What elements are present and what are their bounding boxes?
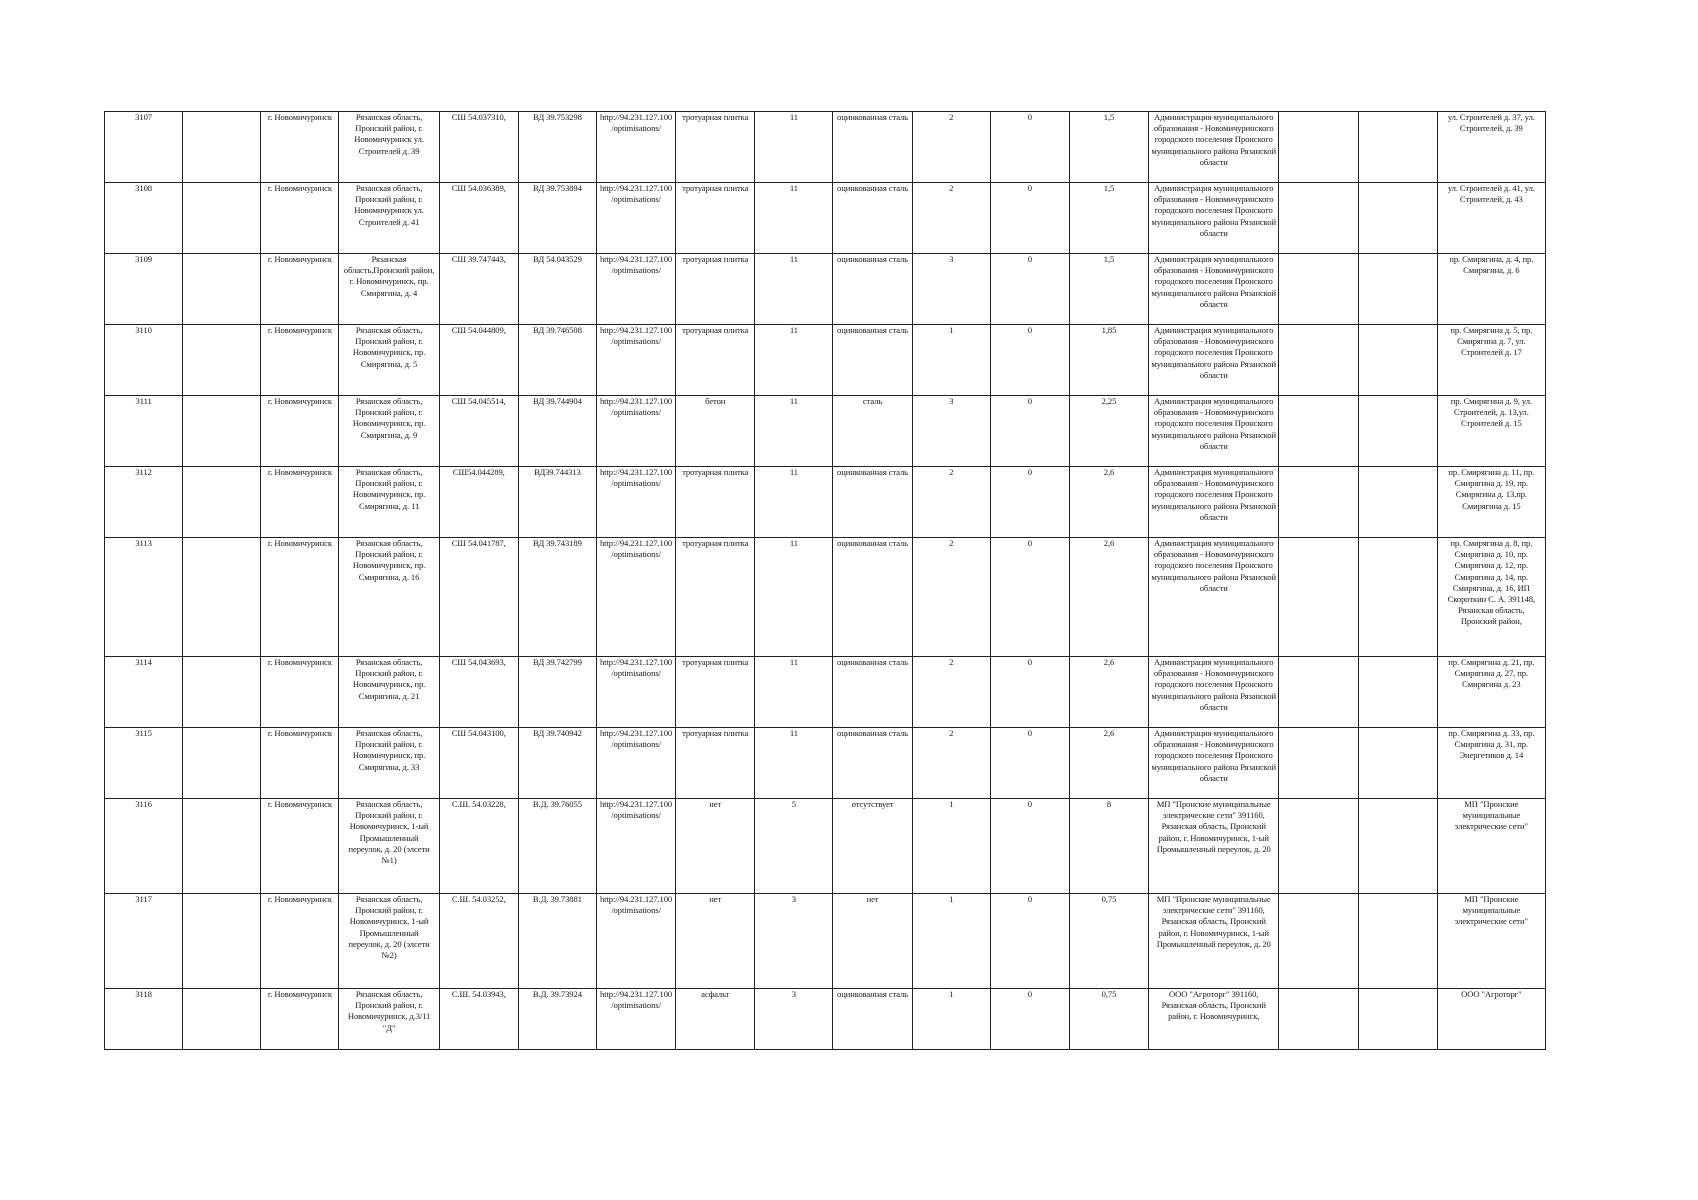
table-row [105,254,1546,325]
cell-empty [1358,396,1437,467]
cell-latitude: СШ 54.037310, [439,112,518,183]
cell-container-count: 3 [912,254,990,325]
cell-empty [1358,799,1437,894]
cell-owner: Администрация муниципального образования - Новомичуринского городского поселения Пронского муниципального района Рязанской области [1149,325,1279,396]
cell-area: 11 [755,657,833,728]
cell-settlement: г. Новомичуринск [261,183,339,254]
cell-container-count: 2 [912,467,990,538]
cell-waste-sources: пр. Смирягина д. 21, пр. Смирягина д. 27, пр. Смирягина д. 23 [1437,657,1545,728]
table-row [105,325,1546,396]
cell-container-count: 1 [912,989,990,1050]
cell-longitude: ВД39.744313 [518,467,596,538]
cell-waste-sources: ул. Строителей д. 37, ул. Строителей, д. 39 [1437,112,1545,183]
cell-area: 11 [755,396,833,467]
cell-scheme-link: http://94.231.127.100/optimisations/ [596,396,675,467]
cell-empty [1279,183,1358,254]
cell-scheme-link: http://94.231.127.100/optimisations/ [596,728,675,799]
cell-settlement: г. Новомичуринск [261,894,339,989]
cell-area: 11 [755,112,833,183]
cell-area: 11 [755,183,833,254]
table-row [105,183,1546,254]
cell-container-count: 2 [912,728,990,799]
cell-record-number: 3114 [105,657,183,728]
cell-container-count: 2 [912,112,990,183]
cell-record-number: 3108 [105,183,183,254]
cell-address: Рязанская область, Пронский район, г. Новомичуринск, 1-ый Промышленный переулок, д. 20 (элсети №1) [339,799,439,894]
cell-address: Рязанская область,Пронский район, г. Новомичуринск, пр. Смирягина, д. 4 [339,254,439,325]
cell-scheme-link: http://94.231.127.100/optimisations/ [596,894,675,989]
cell-planned-count: 0 [990,112,1069,183]
cell-empty [1279,538,1358,657]
cell-surface-type: асфальт [676,989,755,1050]
cell-owner: Администрация муниципального образования - Новомичуринского городского поселения Пронского муниципального района Рязанской области [1149,183,1279,254]
cell-record-number: 3111 [105,396,183,467]
cell-fence-material: нет [833,894,912,989]
cell-waste-sources: пр. Смирягина д. 5, пр. Смирягина д. 7, ул. Строителей д. 17 [1437,325,1545,396]
cell-address: Рязанская область, Пронский район, г. Новомичуринск, д.3/11 "Д" [339,989,439,1050]
cell-empty [183,657,261,728]
cell-longitude: ВД 39.742799 [518,657,596,728]
cell-waste-sources: ул. Строителей д. 41, ул. Строителей, д. 43 [1437,183,1545,254]
table-row [105,112,1546,183]
cell-scheme-link: http://94.231.127.100/optimisations/ [596,467,675,538]
cell-latitude: СШ 54.045514, [439,396,518,467]
cell-scheme-link: http://94.231.127.100/optimisations/ [596,254,675,325]
cell-empty [1279,325,1358,396]
registry-table [104,111,1546,1050]
cell-surface-type: тротуарная плитка [676,254,755,325]
cell-planned-count: 0 [990,254,1069,325]
cell-empty [183,112,261,183]
cell-empty [183,538,261,657]
cell-container-volume: 2,6 [1069,467,1148,538]
cell-owner: Администрация муниципального образования - Новомичуринского городского поселения Пронского муниципального района Рязанской области [1149,254,1279,325]
cell-surface-type: тротуарная плитка [676,538,755,657]
cell-latitude: С.Ш. 54.03228, [439,799,518,894]
cell-empty [1358,894,1437,989]
cell-longitude: ВД 39.740942 [518,728,596,799]
cell-area: 11 [755,538,833,657]
cell-settlement: г. Новомичуринск [261,254,339,325]
cell-area: 11 [755,728,833,799]
cell-planned-count: 0 [990,657,1069,728]
cell-container-count: 3 [912,396,990,467]
cell-empty [1279,467,1358,538]
table-row [105,467,1546,538]
table-row [105,799,1546,894]
cell-longitude: ВД 39.744904 [518,396,596,467]
cell-empty [1358,112,1437,183]
cell-record-number: 3115 [105,728,183,799]
cell-planned-count: 0 [990,728,1069,799]
cell-empty [183,254,261,325]
cell-owner: МП "Пронские муниципальные электрические сети" 391160, Рязанская область, Пронский район, г. Новомичуринск, 1-ый Промышленный переулок, д. 20 [1149,799,1279,894]
cell-longitude: ВД 39.746508 [518,325,596,396]
cell-address: Рязанская область, Пронский район, г. Новомичуринск, пр. Смирягина, д. 16 [339,538,439,657]
cell-empty [1358,467,1437,538]
cell-owner: Администрация муниципального образования - Новомичуринского городского поселения Пронского муниципального района Рязанской области [1149,728,1279,799]
cell-empty [1279,396,1358,467]
cell-waste-sources: МП "Пронские муниципальные электрические сети" [1437,799,1545,894]
table-row [105,396,1546,467]
cell-record-number: 3109 [105,254,183,325]
cell-waste-sources: пр. Смирягина д. 9, ул. Строителей, д. 13,ул. Строителей д. 15 [1437,396,1545,467]
cell-empty [1358,989,1437,1050]
table-row [105,989,1546,1050]
cell-empty [1358,657,1437,728]
cell-container-volume: 0,75 [1069,989,1148,1050]
cell-container-volume: 1,5 [1069,183,1148,254]
cell-latitude: СШ 54.044809, [439,325,518,396]
cell-owner: Администрация муниципального образования - Новомичуринского городского поселения Пронского муниципального района Рязанской области [1149,396,1279,467]
cell-planned-count: 0 [990,894,1069,989]
cell-container-count: 1 [912,799,990,894]
cell-empty [1279,254,1358,325]
cell-latitude: С.Ш. 54.03252, [439,894,518,989]
cell-fence-material: оцинкованная сталь [833,538,912,657]
cell-longitude: В.Д. 39.73924 [518,989,596,1050]
cell-latitude: СШ 54.041787, [439,538,518,657]
cell-address: Рязанская область, Пронский район, г. Новомичуринск, пр. Смирягина, д. 5 [339,325,439,396]
cell-fence-material: сталь [833,396,912,467]
cell-latitude: СШ54.044289, [439,467,518,538]
cell-planned-count: 0 [990,396,1069,467]
cell-latitude: СШ 54.036389, [439,183,518,254]
cell-address: Рязанская область, Пронский район, г. Новомичуринск, 1-ый Промышленный переулок, д. 20 (элсети №2) [339,894,439,989]
cell-container-volume: 1,85 [1069,325,1148,396]
cell-planned-count: 0 [990,799,1069,894]
cell-planned-count: 0 [990,538,1069,657]
cell-surface-type: тротуарная плитка [676,112,755,183]
cell-waste-sources: пр. Смирягина д. 8, пр. Смирягина д. 10, пр. Смирягина д. 12, пр. Смирягина д. 14, пр. Смирягина, д. 16, ИП Скороткин С. А. 391148, Рязанская область, Пронский район, [1437,538,1545,657]
cell-container-count: 1 [912,325,990,396]
cell-planned-count: 0 [990,989,1069,1050]
cell-longitude: В.Д. 39.73881 [518,894,596,989]
cell-waste-sources: ООО "Агроторг" [1437,989,1545,1050]
cell-waste-sources: пр. Смирягина д. 11, пр. Смирягина д. 19, пр. Смирягина д. 13,пр. Смирягина д. 15 [1437,467,1545,538]
cell-area: 11 [755,467,833,538]
cell-container-volume: 2,6 [1069,538,1148,657]
cell-container-volume: 1,5 [1069,254,1148,325]
cell-fence-material: оцинкованная сталь [833,989,912,1050]
cell-container-volume: 1,5 [1069,112,1148,183]
cell-scheme-link: http://94.231.127.100/optimisations/ [596,325,675,396]
cell-fence-material: оцинкованная сталь [833,325,912,396]
cell-fence-material: оцинкованная сталь [833,657,912,728]
cell-scheme-link: http://94.231.127.100/optimisations/ [596,538,675,657]
cell-latitude: СШ 54.043693, [439,657,518,728]
cell-longitude: ВД 39.743189 [518,538,596,657]
cell-container-volume: 0,75 [1069,894,1148,989]
cell-planned-count: 0 [990,325,1069,396]
cell-longitude: В.Д. 39.76055 [518,799,596,894]
cell-planned-count: 0 [990,467,1069,538]
cell-surface-type: нет [676,799,755,894]
cell-address: Рязанская область, Пронский район, г. Новомичуринск, пр. Смирягина, д. 11 [339,467,439,538]
cell-area: 11 [755,325,833,396]
cell-owner: МП "Пронские муниципальные электрические сети" 391160, Рязанская область, Пронский район, г. Новомичуринск, 1-ый Промышленный переулок, д. 20 [1149,894,1279,989]
cell-surface-type: бетон [676,396,755,467]
table-row [105,538,1546,657]
cell-address: Рязанская область, Пронский район, г. Новомичуринск, пр. Смирягина, д. 33 [339,728,439,799]
cell-address: Рязанская область, Пронский район, г. Новомичуринск, пр. Смирягина, д. 9 [339,396,439,467]
cell-container-volume: 2,6 [1069,728,1148,799]
cell-longitude: ВД 39.753894 [518,183,596,254]
cell-settlement: г. Новомичуринск [261,538,339,657]
table-row [105,728,1546,799]
cell-settlement: г. Новомичуринск [261,112,339,183]
cell-container-count: 2 [912,183,990,254]
cell-address: Рязанская область, Пронский район, г. Новомичуринск ул. Строителей д. 41 [339,183,439,254]
cell-fence-material: отсутствует [833,799,912,894]
cell-settlement: г. Новомичуринск [261,467,339,538]
cell-record-number: 3110 [105,325,183,396]
cell-scheme-link: http://94.231.127.100/optimisations/ [596,657,675,728]
table-row [105,894,1546,989]
cell-latitude: СШ 39.747443, [439,254,518,325]
cell-scheme-link: http://94.231.127.100/optimisations/ [596,989,675,1050]
cell-owner: Администрация муниципального образования - Новомичуринского городского поселения Пронского муниципального района Рязанской области [1149,538,1279,657]
cell-surface-type: тротуарная плитка [676,728,755,799]
cell-empty [1279,112,1358,183]
cell-empty [1358,538,1437,657]
cell-fence-material: оцинкованная сталь [833,183,912,254]
cell-area: 3 [755,894,833,989]
cell-record-number: 3117 [105,894,183,989]
cell-surface-type: тротуарная плитка [676,467,755,538]
cell-owner: ООО "Агроторг" 391160, Рязанская область, Пронский район, г. Новомичуринск, [1149,989,1279,1050]
cell-surface-type: тротуарная плитка [676,657,755,728]
cell-fence-material: оцинкованная сталь [833,728,912,799]
cell-scheme-link: http://94.231.127.100/optimisations/ [596,799,675,894]
cell-empty [183,989,261,1050]
cell-scheme-link: http://94.231.127.100/optimisations/ [596,112,675,183]
cell-surface-type: тротуарная плитка [676,183,755,254]
cell-waste-sources: пр. Смирягина, д. 4, пр. Смирягина, д. 6 [1437,254,1545,325]
cell-waste-sources: МП "Пронские муниципальные электрические сети" [1437,894,1545,989]
cell-record-number: 3118 [105,989,183,1050]
cell-area: 11 [755,254,833,325]
cell-settlement: г. Новомичуринск [261,799,339,894]
cell-empty [1358,325,1437,396]
cell-container-volume: 2,6 [1069,657,1148,728]
cell-empty [1279,728,1358,799]
cell-surface-type: тротуарная плитка [676,325,755,396]
cell-empty [1279,799,1358,894]
cell-fence-material: оцинкованная сталь [833,112,912,183]
cell-latitude: С.Ш. 54.03943, [439,989,518,1050]
cell-record-number: 3116 [105,799,183,894]
cell-address: Рязанская область, Пронский район, г. Новомичуринск ул. Строителей д. 39 [339,112,439,183]
cell-empty [1358,728,1437,799]
cell-record-number: 3107 [105,112,183,183]
cell-settlement: г. Новомичуринск [261,396,339,467]
cell-settlement: г. Новомичуринск [261,325,339,396]
cell-planned-count: 0 [990,183,1069,254]
cell-empty [183,799,261,894]
cell-container-count: 1 [912,894,990,989]
cell-container-volume: 8 [1069,799,1148,894]
cell-empty [183,396,261,467]
cell-area: 3 [755,989,833,1050]
cell-owner: Администрация муниципального образования - Новомичуринского городского поселения Пронского муниципального района Рязанской области [1149,657,1279,728]
cell-empty [1358,254,1437,325]
cell-container-count: 2 [912,538,990,657]
cell-latitude: СШ 54.043100, [439,728,518,799]
cell-area: 5 [755,799,833,894]
registry-table-body [105,112,1546,1050]
cell-settlement: г. Новомичуринск [261,989,339,1050]
cell-fence-material: оцинкованная сталь [833,467,912,538]
cell-settlement: г. Новомичуринск [261,728,339,799]
cell-address: Рязанская область, Пронский район, г. Новомичуринск, пр. Смирягина, д. 21 [339,657,439,728]
cell-longitude: ВД 39.753298 [518,112,596,183]
cell-empty [1279,894,1358,989]
cell-surface-type: нет [676,894,755,989]
cell-fence-material: оцинкованная сталь [833,254,912,325]
cell-empty [1358,183,1437,254]
cell-owner: Администрация муниципального образования - Новомичуринского городского поселения Пронского муниципального района Рязанской области [1149,467,1279,538]
cell-waste-sources: пр. Смирягина д. 33, пр. Смирягина д. 31, пр. Энергетиков д. 14 [1437,728,1545,799]
cell-empty [1279,989,1358,1050]
cell-empty [183,894,261,989]
cell-empty [183,467,261,538]
table-row [105,657,1546,728]
cell-record-number: 3113 [105,538,183,657]
cell-empty [1279,657,1358,728]
cell-record-number: 3112 [105,467,183,538]
cell-empty [183,325,261,396]
cell-empty [183,183,261,254]
cell-scheme-link: http://94.231.127.100/optimisations/ [596,183,675,254]
cell-longitude: ВД 54.043529 [518,254,596,325]
cell-empty [183,728,261,799]
cell-container-volume: 2,25 [1069,396,1148,467]
cell-settlement: г. Новомичуринск [261,657,339,728]
cell-owner: Администрация муниципального образования - Новомичуринского городского поселения Пронского муниципального района Рязанской области [1149,112,1279,183]
cell-container-count: 2 [912,657,990,728]
